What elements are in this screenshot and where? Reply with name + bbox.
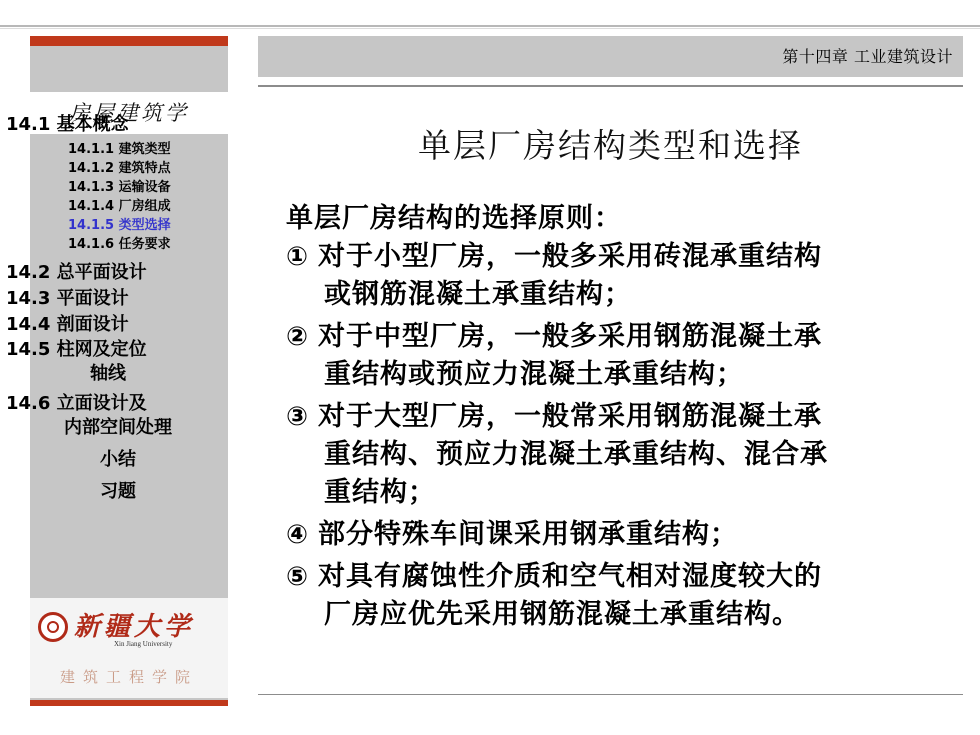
nav-item-14-1-1[interactable]: 14.1.1 建筑类型 xyxy=(68,142,171,157)
point-3-line-3: 重结构； xyxy=(324,477,436,508)
book-title: 房屋建筑学 xyxy=(30,92,228,134)
nav-item-14-6[interactable]: 14.6 立面设计及 xyxy=(6,393,147,414)
nav-item-summary[interactable]: 小结 xyxy=(100,449,136,470)
content-heading: 单层厂房结构的选择原则： xyxy=(286,203,622,234)
point-5-number: ⑤ xyxy=(286,562,310,592)
point-3-line-2: 重结构、预应力混凝土承重结构、混合承 xyxy=(324,439,828,470)
point-4-number: ④ xyxy=(286,520,310,550)
point-1-line-2: 或钢筋混凝土承重结构； xyxy=(324,279,632,310)
point-5-line-1: ⑤ 对具有腐蚀性介质和空气相对湿度较大的 xyxy=(286,558,822,596)
nav-item-exercises[interactable]: 习题 xyxy=(100,481,136,502)
point-3-line-1: ③ 对于大型厂房，一般常采用钢筋混凝土承 xyxy=(286,398,822,436)
point-2-line-2: 重结构或预应力混凝土承重结构； xyxy=(324,359,744,390)
college-name: 建筑工程学院 xyxy=(59,668,198,686)
top-rule-secondary xyxy=(0,28,980,29)
slide-title: 单层厂房结构类型和选择 xyxy=(418,126,803,165)
sidebar-red-band-top xyxy=(30,36,228,46)
point-5-line-2: 厂房应优先采用钢筋混凝土承重结构。 xyxy=(324,599,800,630)
university-logo xyxy=(30,598,228,698)
point-2-number: ② xyxy=(286,322,310,352)
university-name-en: Xin Jiang University xyxy=(114,640,173,648)
nav-item-14-1-4[interactable]: 14.1.4 厂房组成 xyxy=(68,199,171,214)
nav-item-14-3[interactable]: 14.3 平面设计 xyxy=(6,288,129,309)
point-1-line-1: ① 对于小型厂房，一般多采用砖混承重结构 xyxy=(286,238,822,276)
university-name: 新疆大学 xyxy=(74,612,195,642)
point-1-number: ① xyxy=(286,242,310,272)
header-bar xyxy=(258,36,963,77)
nav-item-14-5[interactable]: 14.5 柱网及定位 xyxy=(6,339,147,360)
header-rule xyxy=(258,85,963,87)
point-2-line-1: ② 对于中型厂房，一般多采用钢筋混凝土承 xyxy=(286,318,822,356)
chapter-title: 第十四章 工业建筑设计 xyxy=(782,47,953,66)
university-seal-icon xyxy=(38,612,68,642)
point-4-line-1: ④ 部分特殊车间课采用钢承重结构； xyxy=(286,516,738,554)
bottom-rule xyxy=(258,694,963,695)
nav-item-14-1-6[interactable]: 14.1.6 任务要求 xyxy=(68,237,171,252)
nav-item-14-4[interactable]: 14.4 剖面设计 xyxy=(6,314,129,335)
nav-item-14-1-5-active[interactable]: 14.1.5 类型选择 xyxy=(68,218,171,233)
nav-item-14-1-2[interactable]: 14.1.2 建筑特点 xyxy=(68,161,171,176)
nav-item-14-2[interactable]: 14.2 总平面设计 xyxy=(6,262,147,283)
nav-item-14-1-3[interactable]: 14.1.3 运输设备 xyxy=(68,180,171,195)
top-rule xyxy=(0,25,980,27)
point-3-number: ③ xyxy=(286,402,310,432)
nav-item-14-5-cont[interactable]: 轴线 xyxy=(90,363,126,384)
nav-item-14-1[interactable]: 14.1 基本概念 xyxy=(6,114,129,135)
nav-item-14-6-cont[interactable]: 内部空间处理 xyxy=(64,417,172,438)
